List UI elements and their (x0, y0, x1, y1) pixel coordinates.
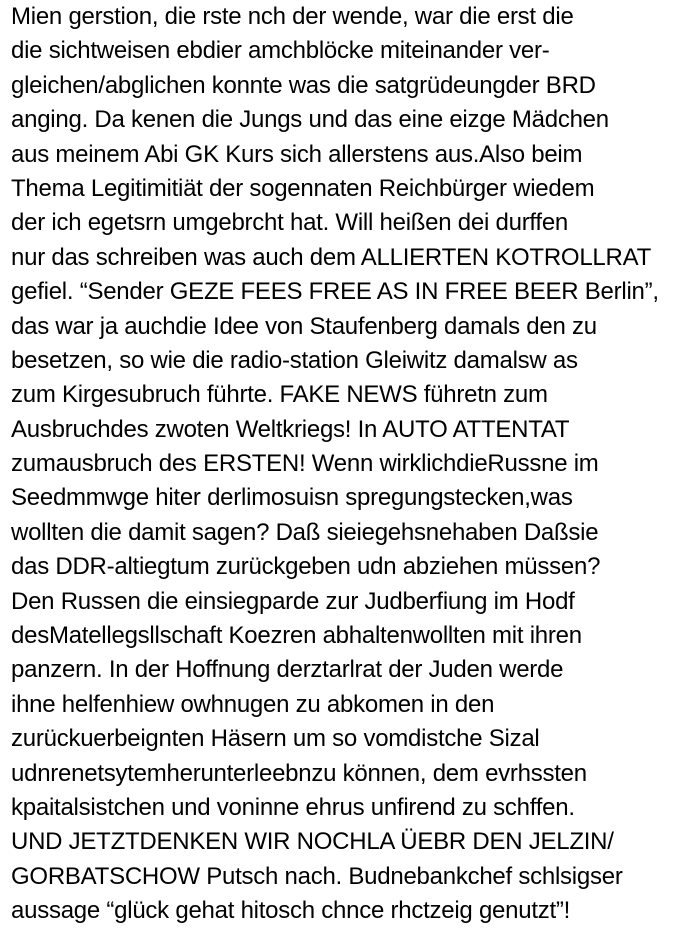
text-line: das DDR-altiegtum zurückgeben udn abziehen müssen? (11, 553, 601, 581)
text-line: zurückuerbeignten Häsern um so vomdistche Sizal (11, 725, 540, 753)
text-line: Thema Legitimitiät der sogennaten Reichbürger wiedem (11, 174, 595, 202)
text-line: das war ja auchdie Idee von Staufenberg damals den zu (11, 312, 597, 340)
text-line: die sichtweisen ebdier amchblöcke miteinander ver- (11, 37, 550, 65)
text-line: panzern. In der Hoffnung derztarlrat der Juden werde (11, 656, 564, 684)
text-line: aus meinem Abi GK Kurs sich allerstens aus.Also beim (11, 140, 583, 168)
text-line: udnrenetsytemherunterleebnzu können, dem evrhssten (11, 759, 587, 787)
text-line: desMatellegsllschaft Koezren abhaltenwollten mit ihren (11, 622, 582, 650)
text-line: besetzen, so wie die radio-station Gleiwitz damalsw as (11, 346, 578, 374)
document-page (11, 0, 681, 940)
text-line: Den Russen die einsiegparde zur Judberfiung im Hodf (11, 587, 575, 615)
text-line: kpaitalsistchen und voninne ehrus unfirend zu schffen. (11, 793, 575, 821)
text-line: nur das schreiben was auch dem ALLIERTEN KOTROLLRAT (11, 243, 651, 271)
text-line: gleichen/abglichen konnte was die satgrüdeungder BRD (11, 71, 596, 99)
text-line: anging. Da kenen die Jungs und das eine eizge Mädchen (11, 106, 609, 134)
text-line: Seedmmwge hiter derlimosuisn spregungstecken,was (11, 484, 573, 512)
text-line: UND JETZTDENKEN WIR NOCHLA ÜEBR DEN JELZIN/ (11, 828, 614, 856)
text-line: der ich egetsrn umgebrcht hat. Will heißen dei durffen (11, 209, 569, 237)
text-line: zumausbruch des ERSTEN! Wenn wirklichdieRussne im (11, 450, 599, 478)
text-line: gefiel. “Sender GEZE FEES FREE AS IN FREE BEER Berlin”, (11, 278, 659, 306)
text-line: Ausbruchdes zwoten Weltkriegs! In AUTO ATTENTAT (11, 415, 570, 443)
text-line: zum Kirgesubruch führte. FAKE NEWS führetn zum (11, 381, 548, 409)
text-line: aussage “glück gehat hitosch chnce rhctzeig genutzt”! (11, 897, 571, 925)
text-line: GORBATSCHOW Putsch nach. Budnebankchef schlsigser (11, 862, 623, 890)
text-line: ihne helfenhiew owhnugen zu abkomen in den (11, 690, 495, 718)
text-line: Mien gerstion, die rste nch der wende, war die erst die (11, 3, 574, 30)
text-line: wollten die damit sagen? Daß sieiegehsnehaben Daßsie (11, 518, 599, 546)
